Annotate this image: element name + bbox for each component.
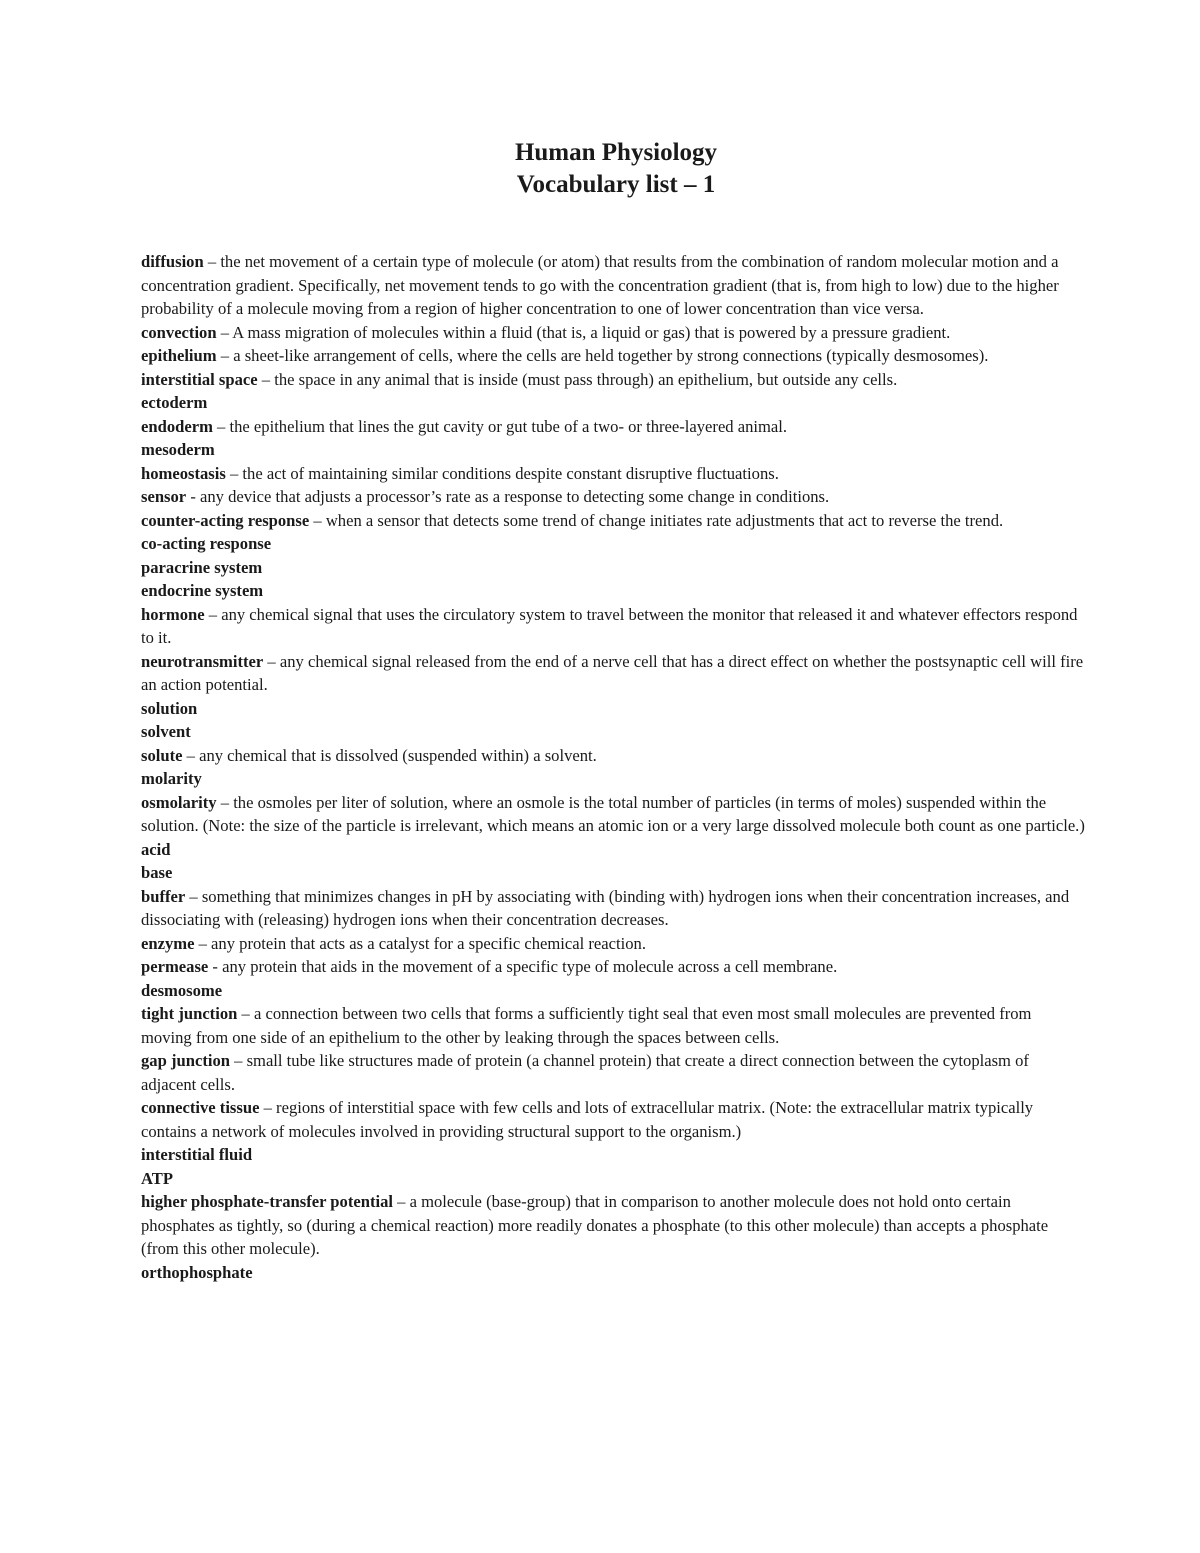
vocabulary-term: co-acting response [141, 534, 272, 553]
vocabulary-entry [141, 556, 1086, 580]
title-line-1: Human Physiology [514, 139, 718, 166]
vocabulary-term: connective tissue [141, 1098, 260, 1117]
vocabulary-definition: – the osmoles per liter of solution, where an osmole is the total number of particles (in terms of moles) suspended within the solution. (Note: the size of the particle is irrelevant, which means an atomic ion or a very large dissolved molecule both count as one particle.) [141, 792, 1085, 835]
vocabulary-definition: – a connection between two cells that forms a sufficiently tight seal that even most small molecules are prevented from moving from one side of an epithelium to the other by leaking through the spaces between cells. [141, 1004, 1032, 1047]
vocabulary-term: tight junction [141, 1004, 238, 1023]
vocabulary-entry [141, 462, 1086, 486]
vocabulary-term: endoderm [141, 416, 213, 436]
vocabulary-entry [141, 344, 1086, 368]
vocabulary-term: epithelium [141, 346, 217, 365]
vocabulary-entry [141, 791, 1086, 838]
vocabulary-entry [141, 603, 1086, 650]
vocabulary-definition: – the net movement of a certain type of molecule (or atom) that results from the combination of random molecular motion and a concentration gradient. Specifically, net movement tends to go with the concentration gradient (that is, from high to low) due to the higher probability of a molecule moving from a region of higher concentration to one of lower concentration than vice versa. [141, 252, 1059, 318]
vocabulary-entry [141, 955, 1086, 979]
vocabulary-term: desmosome [141, 980, 223, 1000]
vocabulary-term: buffer [141, 886, 186, 906]
vocabulary-term: solvent [141, 722, 191, 741]
vocabulary-entry [141, 932, 1086, 956]
vocabulary-entry [141, 1002, 1086, 1049]
vocabulary-entry [141, 697, 1086, 721]
vocabulary-entry [141, 415, 1086, 439]
vocabulary-term: counter-acting response [141, 510, 310, 530]
vocabulary-term: molarity [141, 769, 202, 788]
vocabulary-term: solute [141, 745, 183, 765]
vocabulary-entry [141, 1261, 1086, 1285]
vocabulary-term: sensor [141, 487, 187, 506]
vocabulary-entry [141, 650, 1086, 697]
vocabulary-definition: – any chemical signal that uses the circulatory system to travel between the monitor that released it and whatever effectors respond to it. [141, 604, 1078, 647]
vocabulary-term: osmolarity [141, 792, 217, 812]
vocabulary-entry [141, 861, 1086, 885]
vocabulary-entry [141, 744, 1086, 768]
vocabulary-entry [141, 720, 1086, 744]
vocabulary-definition: – any protein that acts as a catalyst for a specific chemical reaction. [194, 933, 646, 953]
vocabulary-term: ectoderm [141, 393, 208, 412]
vocabulary-entry [141, 579, 1086, 603]
vocabulary-entry [141, 1167, 1086, 1191]
vocabulary-term: gap junction [141, 1051, 230, 1070]
vocabulary-term: ATP [141, 1168, 173, 1188]
vocabulary-definition: - any protein that aids in the movement of a specific type of molecule across a cell membrane. [208, 957, 838, 976]
vocabulary-definition: - any device that adjusts a processor’s rate as a response to detecting some change in conditions. [186, 487, 830, 506]
vocabulary-term: orthophosphate [141, 1262, 253, 1282]
vocabulary-term: mesoderm [141, 440, 215, 459]
vocabulary-term: paracrine system [141, 557, 263, 577]
vocabulary-entry [141, 438, 1086, 462]
vocabulary-term: enzyme [141, 933, 195, 953]
vocabulary-term: solution [141, 698, 198, 718]
vocabulary-definition: – A mass migration of molecules within a fluid (that is, a liquid or gas) that is powered by a pressure gradient. [216, 322, 951, 342]
vocabulary-term: higher phosphate-transfer potential [141, 1192, 393, 1211]
vocabulary-definition: – a sheet-like arrangement of cells, where the cells are held together by strong connections (typically desmosomes). [216, 346, 989, 365]
vocabulary-entry [141, 979, 1086, 1003]
vocabulary-definition: – regions of interstitial space with few cells and lots of extracellular matrix. (Note: the extracellular matrix typically contains a network of molecules involved in providing structural support to the organism.) [141, 1098, 1034, 1141]
vocabulary-entry [141, 391, 1086, 415]
vocabulary-definition: – a molecule (base-group) that in comparison to another molecule does not hold onto certain phosphates as tightly, so (during a chemical reaction) more readily donates a phosphate (to this other molecule) than accepts a phosphate (from this other molecule). [141, 1192, 1049, 1258]
vocabulary-entry [141, 1096, 1086, 1143]
document-title [0, 137, 1200, 201]
vocabulary-term: endocrine system [141, 581, 264, 600]
vocabulary-entry [141, 1049, 1086, 1096]
vocabulary-entry [141, 250, 1086, 321]
vocabulary-definition: – something that minimizes changes in pH by associating with (binding with) hydrogen ions when their concentration increases, and dissociating with (releasing) hydrogen ions when their concentration decreases. [141, 886, 1070, 929]
vocabulary-term: convection [141, 322, 217, 342]
vocabulary-entry [141, 885, 1086, 932]
vocabulary-definition: – when a sensor that detects some trend of change initiates rate adjustments that act to reverse the trend. [309, 510, 1004, 530]
vocabulary-entry [141, 532, 1086, 556]
vocabulary-term: hormone [141, 604, 205, 624]
vocabulary-entry [141, 321, 1086, 345]
vocabulary-term: interstitial fluid [141, 1145, 253, 1164]
vocabulary-term: acid [141, 839, 171, 859]
vocabulary-term: neurotransmitter [141, 651, 264, 671]
vocabulary-definition: – any chemical signal released from the end of a nerve cell that has a direct effect on whether the postsynaptic cell will fire an action potential. [141, 651, 1084, 694]
vocabulary-definition: – small tube like structures made of protein (a channel protein) that create a direct connection between the cytoplasm of adjacent cells. [141, 1051, 1029, 1094]
vocabulary-term: diffusion [141, 252, 204, 271]
vocabulary-list [141, 250, 1086, 1284]
vocabulary-definition: – the act of maintaining similar conditions despite constant disruptive fluctuations. [225, 463, 779, 483]
vocabulary-definition: – the epithelium that lines the gut cavity or gut tube of a two- or three-layered animal. [212, 416, 788, 436]
vocabulary-entry [141, 838, 1086, 862]
vocabulary-entry [141, 485, 1086, 509]
vocabulary-entry [141, 1143, 1086, 1167]
vocabulary-term: base [141, 863, 173, 882]
vocabulary-term: permease [141, 957, 209, 976]
vocabulary-entry [141, 1190, 1086, 1261]
vocabulary-entry [141, 767, 1086, 791]
vocabulary-term: interstitial space [141, 369, 258, 389]
vocabulary-definition: – any chemical that is dissolved (suspended within) a solvent. [182, 745, 597, 765]
vocabulary-definition: – the space in any animal that is inside (must pass through) an epithelium, but outside any cells. [257, 369, 898, 389]
title-line-2: Vocabulary list – 1 [516, 171, 716, 198]
vocabulary-entry [141, 509, 1086, 533]
vocabulary-entry [141, 368, 1086, 392]
vocabulary-term: homeostasis [141, 463, 226, 483]
